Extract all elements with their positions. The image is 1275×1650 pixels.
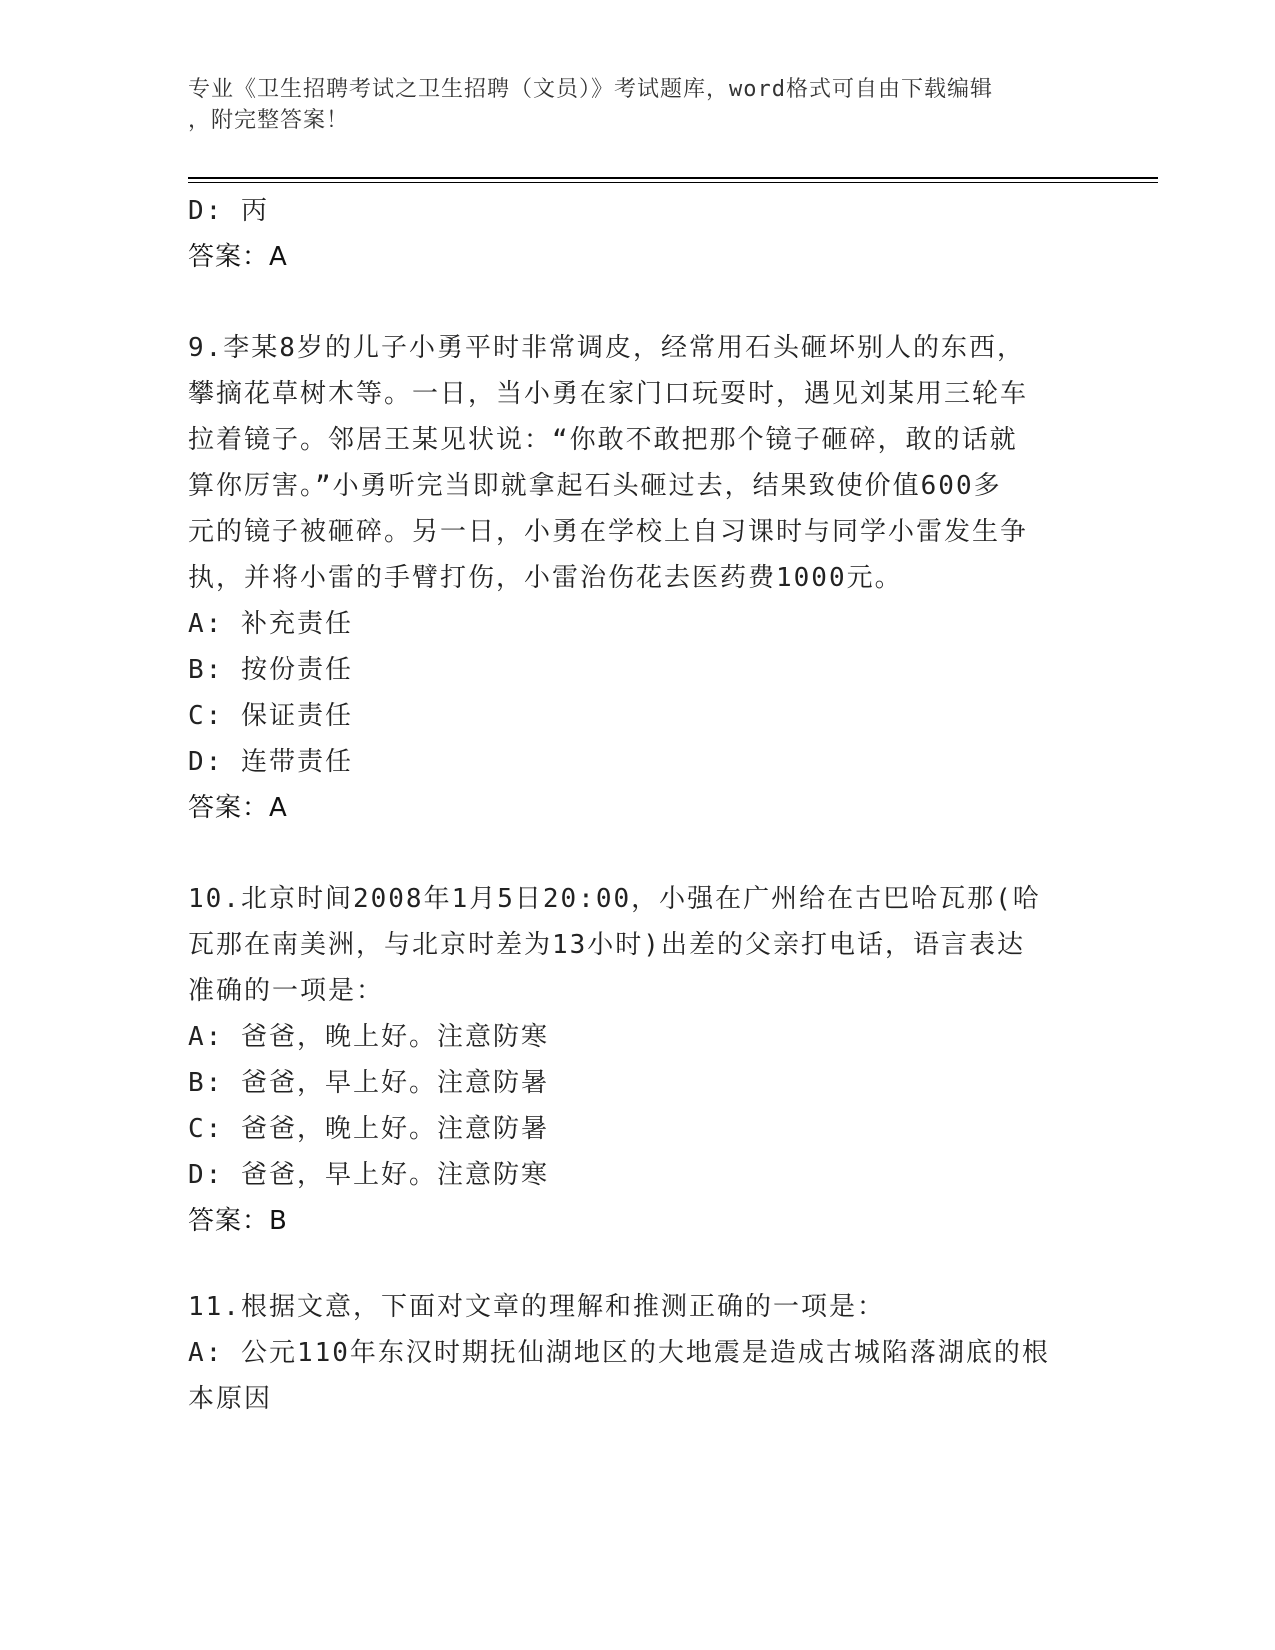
option-c: C: 保证责任: [188, 701, 353, 731]
question-10: [188, 876, 1088, 1244]
answer: 答案：A: [188, 793, 288, 823]
question-text-line: 准确的一项是：: [188, 976, 385, 1006]
question-text-line: 11.根据文意，下面对文章的理解和推测正确的一项是：: [188, 1292, 885, 1322]
question-text-line: 元的镜子被砸碎。另一日，小勇在学校上自习课时与同学小雷发生争: [188, 517, 1029, 547]
option-a: A: 公元110年东汉时期抚仙湖地区的大地震是造成古城陷落湖底的根: [188, 1338, 1050, 1368]
spacer: [188, 1244, 1088, 1284]
header-line-1: 专业《卫生招聘考试之卫生招聘（文员）》考试题库，word格式可自由下载编辑: [188, 77, 993, 102]
question-text-line: 9.李某8岁的儿子小勇平时非常调皮，经常用石头砸坏别人的东西，: [188, 333, 1025, 363]
option-d: D: 连带责任: [188, 747, 353, 777]
option-b: B: 按份责任: [188, 655, 353, 685]
header-line-2: ，附完整答案！: [188, 108, 350, 133]
header-divider-thick: [188, 177, 1158, 179]
option-a-continued: 本原因: [188, 1384, 273, 1414]
question-11: [188, 1284, 1088, 1422]
option-a: A: 补充责任: [188, 609, 353, 639]
spacer: [188, 831, 1088, 876]
prev-question-option-d: D: 丙: [188, 196, 269, 226]
question-9: [188, 325, 1088, 831]
answer: 答案：B: [188, 1206, 288, 1236]
question-text-line: 拉着镜子。邻居王某见状说：“你敢不敢把那个镜子砸碎，敢的话就: [188, 425, 1018, 455]
header-divider-thin: [188, 182, 1158, 183]
spacer: [188, 280, 1088, 325]
question-text-line: 算你厉害。”小勇听完当即就拿起石头砸过去，结果致使价值600多: [188, 471, 1002, 501]
question-text-line: 瓦那在南美洲，与北京时差为13小时)出差的父亲打电话，语言表达: [188, 930, 1025, 960]
prev-question-answer: 答案：A: [188, 242, 288, 272]
option-b: B: 爸爸，早上好。注意防暑: [188, 1068, 549, 1098]
question-text-line: 攀摘花草树木等。一日，当小勇在家门口玩耍时，遇见刘某用三轮车: [188, 379, 1029, 409]
page-header: [188, 74, 1088, 136]
option-d: D: 爸爸，早上好。注意防寒: [188, 1160, 549, 1190]
option-c: C: 爸爸，晚上好。注意防暑: [188, 1114, 549, 1144]
document-body: [188, 188, 1088, 1422]
option-a: A: 爸爸，晚上好。注意防寒: [188, 1022, 549, 1052]
question-text-line: 执，并将小雷的手臂打伤，小雷治伤花去医药费1000元。: [188, 563, 903, 593]
question-text-line: 10.北京时间2008年1月5日20:00，小强在广州给在古巴哈瓦那(哈: [188, 884, 1041, 914]
